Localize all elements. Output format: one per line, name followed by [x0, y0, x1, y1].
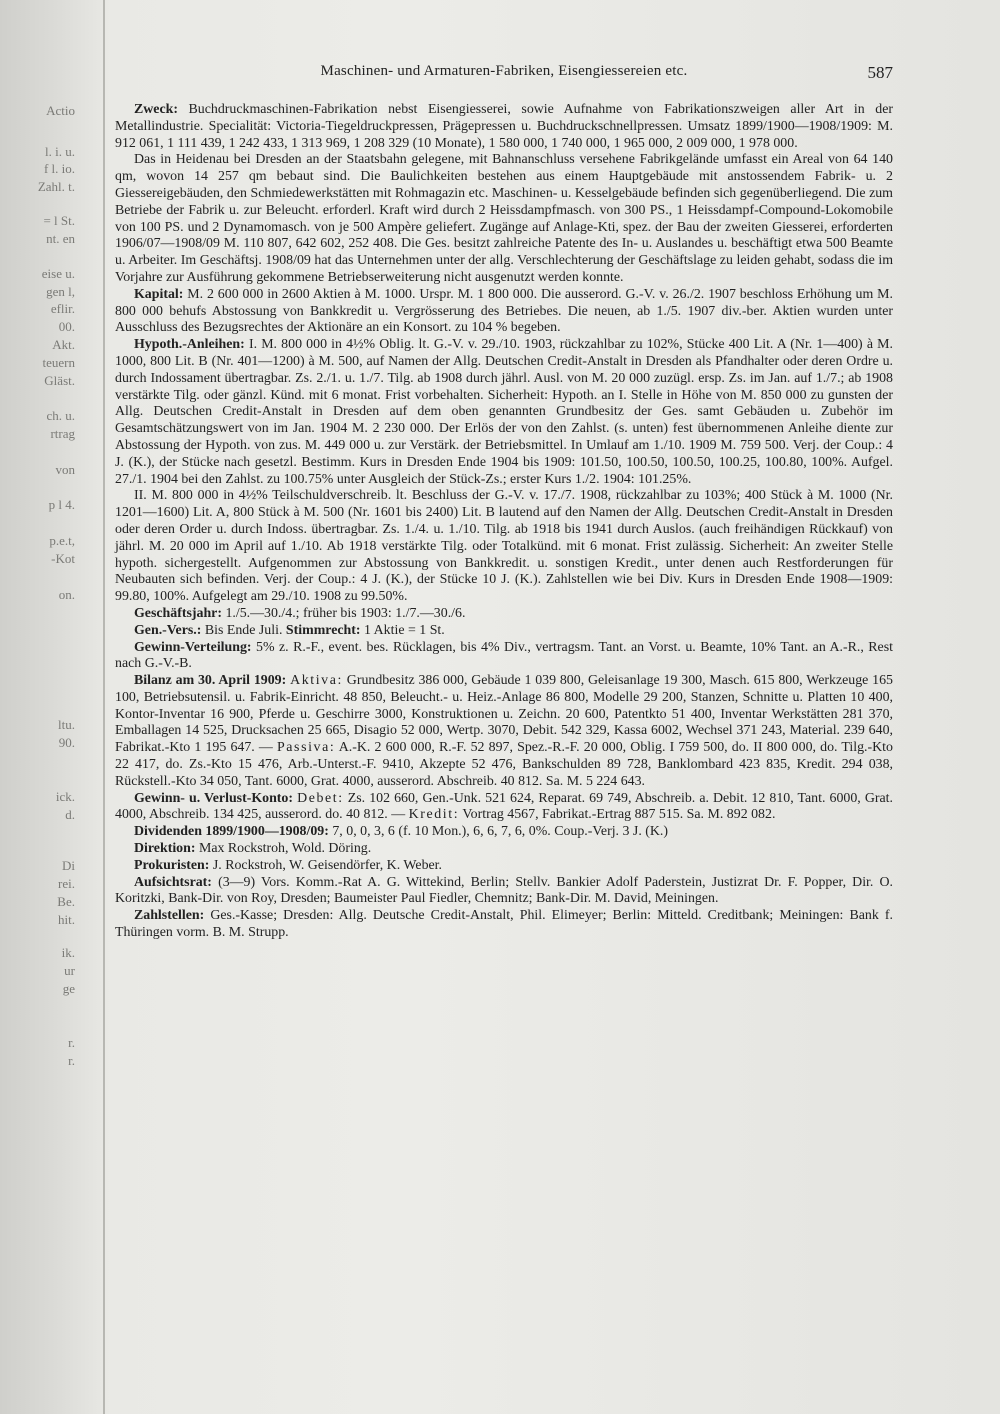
label-passiva: Passiva: — [276, 740, 336, 756]
margin-fragment: r. — [68, 1035, 75, 1050]
margin-fragment: ik. — [61, 945, 75, 960]
page-header — [115, 63, 893, 85]
margin-fragment: von — [55, 462, 75, 477]
text-passiva: A.-K. 2 600 000, R.-F. 52 897, Spez.-R.-F. 20 000, Oblig. I 759 500, do. II 800 000, do. Tilg.-Kto 22 417, do. Zs.-Kto 15 476, Arb.-Unterst.-F. 9410, Akzepte 52 476, Bankschulden 89 728, Banklombard 423 835, Kredit. 294 038, Rückstell.-Kto 34 050, Tant. 6000, Grat. 4000, ausserord. Abschreib. 40 812. Sa. M. 5 224 643. — [115, 740, 893, 789]
paragraph-hypoth — [115, 337, 893, 488]
text-zahlstellen: Ges.-Kasse; Dresden: Allg. Deutsche Credit-Anstalt, Phil. Elimeyer; Berlin: Mitteld. Creditbank; Meiningen: Bank f. Thüringen vorm. B. M. Strupp. — [115, 908, 893, 941]
text-dividenden: 7, 0, 0, 3, 6 (f. 10 Mon.), 6, 6, 7, 6, 0%. Coup.-Verj. 3 J. (K.) — [332, 824, 669, 840]
label-debet: Debet: — [297, 790, 344, 806]
margin-fragment: 90. — [58, 735, 75, 750]
margin-fragment: Be. — [57, 894, 75, 909]
text-gewinn-verteilung: 5% z. R.-F., event. bes. Rücklagen, bis 4% Div., vertragsm. Tant. an Vorst. u. Beamte, 10% Tant. an A.-R., Rest nach G.-V.-B. — [115, 639, 893, 672]
margin-fragment: Zahl. t. — [37, 179, 75, 194]
text-kapital: M. 2 600 000 in 2600 Aktien à M. 1000. Urspr. M. 1 800 000. Die ausserord. G.-V. v. 26./2. 1907 beschloss Erhöhung um M. 800 000 behufs Abstossung von Bankkredit u. Vergrösserung des Betriebes. Die neuen, ab 1./5. 1907 div.-ber. Aktien wurden unter Ausschluss des Bezugsrechtes der Aktionäre an ein Konsort. zu 104 % begeben. — [115, 286, 893, 336]
paragraph-prokuristen — [115, 858, 893, 875]
margin-fragment: nt. en — [46, 231, 75, 246]
page-number: 587 — [867, 63, 893, 82]
paragraph-zweck — [115, 102, 893, 152]
running-title: Maschinen- und Armaturen-Fabriken, Eisengiessereien etc. — [320, 63, 688, 79]
paragraph-direktion — [115, 841, 893, 858]
margin-fragment: r. — [68, 1053, 75, 1068]
text-geschaeftsjahr: 1./5.—30./4.; früher bis 1903: 1./7.—30./6. — [225, 605, 466, 621]
margin-fragment: eflir. — [50, 301, 75, 316]
margin-fragment: f l. io. — [43, 161, 75, 176]
label-aktiva: Aktiva: — [290, 673, 343, 689]
binding-gutter — [103, 0, 105, 1414]
text-hypoth: I. M. 800 000 in 4½% Oblig. lt. G.-V. v. 29./10. 1903, rückzahlbar zu 102%, Stücke 400 Lit. A (Nr. 1—400) à M. 1000, 800 Lit. B (Nr. 401—1200) à M. 500, auf Namen der Allg. Deutschen Credit-Anstalt in Dresden als Pfandhalter oder deren Ordre u. durch Indossament übertragbar. Zs. 2./1. u. 1./7. Tilg. ab 1908 durch jährl. Ausl. von M. 20 000 zuzügl. ersp. Zs. im Jan. auf 1./7.; ab 1908 verstärkte Tilg. oder gänzl. Künd. mit 6 monat. Frist vorbehalten. Sicherheit: Hypoth. an I. Stelle in Höhe von M. 850 000 zu gunsten der Allg. Deutschen Credit-Anstalt in Dresden auf dem oben genannten Grundbesitz der Ges. samt Gebäuden u. Zubehör im Gesamtschätzungswert von im Jan. 1904 M. 2 230 000. Der Erlös der von den Zahlst. (s. unten) fest übernommenen Anleihe diente zur Abstossung der Hypoth. von zus. M. 449 000 u. zur Verstärk. der Betriebsmittel. In Umlauf am 1./10. 1909 M. 759 500. Verj. der Coup.: 4 J. (K.), der Stücke nach gesetzl. Bestimm. Kurs in Dresden Ende 1904 bis 1909: 101.50, 100.50, 100.50, 100.25, 100.80, 100%. Aufgel. 27./1. 1904 bei den Zahlst. zu 100.75% unter Ausgleich der Stück-Zs.; erster Kurs 1./2. 1904: 101.25%. — [115, 337, 893, 487]
label-kapital: Kapital: — [134, 286, 184, 302]
paragraph-kapital — [115, 287, 893, 337]
text-prokuristen: J. Rockstroh, W. Geisendörfer, K. Weber. — [212, 857, 443, 873]
text-areal: Das in Heidenau bei Dresden an der Staatsbahn gelegene, mit Bahnanschluss versehene Fabrikgelände umfasst ein Areal von 64 140 qm, wovon 14 257 qm bebaut sind. Die Baulichkeiten bestehen aus einem Hauptgebäude mit anstossendem Fabrik- u. 2 Giessereigebäuden, den Schmiedewerkstätten mit Rohmagazin etc. Maschinen- u. Kesselgebäude befinden sich gegenüberliegend. Die zum Betriebe der Fabrik u. zur Beleucht. erforderl. Kraft wird durch 2 Heissdampfmasch. von 300 PS., 1 Heissdampf-Compound-Lokomobile von 100 PS. und 2 Dynamomasch. von je 500 Ampère geliefert. Zugänge auf Anlage-Kti, spez. der Bau der zweiten Giesserei, erforderten 1906/07—1908/09 M. 110 807, 642 602, 252 408. Die Ges. besitzt zahlreiche Patente des In- u. Auslandes u. beschäftigt etwa 500 Beamte u. Arbeiter. Im Geschäftsj. 1908/09 hat das Unternehmen unter der allg. Verschlechterung der Geschäftslage zu leiden gehabt, sodass die im Vorjahre zur Ausführung gekommene Betriebserweiterung nicht ausgenutzt werden konnte. — [115, 152, 893, 285]
text-zweck: Buchdruckmaschinen-Fabrikation nebst Eisengiesserei, sowie Aufnahme von Fabrikationszweigen aller Art in der Metallindustrie. Specialität: Victoria-Tiegeldruckpressen, Prägepressen u. Buchdruckschnellpressen. Umsatz 1899/1900—1908/1909: M. 912 061, 1 111 439, 1 242 433, 1 313 969, 1 208 329 (10 Monate), 1 580 000, 1 740 000, 1 965 000, 2 009 000, 1 978 000. — [115, 102, 893, 151]
text-stimmrecht: 1 Aktie = 1 St. — [363, 622, 445, 638]
margin-fragment: rei. — [58, 876, 75, 891]
text-debet: Zs. 102 660, Gen.-Unk. 521 624, Reparat. 69 749, Abschreib. a. Debit. 12 810, Tant. 6000, Grat. 4000, Abschreib. 134 425, ausserord. do. 40 812. — — [115, 790, 893, 823]
text-aktiva: Grundbesitz 386 000, Gebäude 1 039 800, Geleisanlage 19 300, Masch. 615 800, Werkzeuge 165 100, Betriebsutensil. u. Fabrik-Einricht. 48 850, Beleucht.- u. Heiz.-Anlage 86 800, Modelle 29 200, Stanzen, Schnitte u. Platten 10 400, Kontor-Inventar 16 900, Pferde u. Geschirre 3000, Konstruktionen u. Zeichn. 20 600, Patentkto 51 400, Inventar Werkstätten 281 370, Emballagen 14 525, Drucksachen 25 665, Disagio 52 000, Wertp. 3070, Debit. 542 329, Kassa 6002, Wechsel 371 243, Material. 239 640, Fabrikat.-Kto 1 195 647. — — [115, 673, 893, 756]
margin-fragment: p.e.t, — [49, 533, 75, 548]
label-stimmrecht: Stimmrecht: — [285, 622, 361, 638]
page-body — [115, 102, 893, 942]
label-gen-vers: Gen.-Vers.: — [134, 622, 202, 638]
text-direktion: Max Rockstroh, Wold. Döring. — [198, 841, 372, 857]
margin-fragment: ick. — [55, 789, 75, 804]
paragraph-gewinn-verteilung — [115, 640, 893, 674]
margin-fragment: l. i. u. — [45, 144, 75, 159]
margin-fragment: eise u. — [41, 266, 75, 281]
margin-fragment: gen l, — [46, 284, 75, 299]
label-zahlstellen: Zahlstellen: — [134, 908, 205, 924]
margin-fragment: Actio — [46, 103, 75, 118]
paragraph-bilanz — [115, 673, 893, 791]
margin-fragment: ch. u. — [46, 408, 75, 423]
margin-fragment: 00. — [58, 319, 75, 334]
margin-fragment: ge — [62, 981, 75, 996]
paragraph-zahlstellen — [115, 908, 893, 942]
label-zweck: Zweck: — [134, 102, 178, 117]
margin-fragment: ur — [64, 963, 75, 978]
text-kredit: Vortrag 4567, Fabrikat.-Ertrag 887 515. Sa. M. 892 082. — [462, 807, 776, 823]
text-aufsichtsrat: (3—9) Vors. Komm.-Rat A. G. Wittekind, Berlin; Stellv. Bankier Adolf Paderstein, Justizrat Dr. F. Popper, Dir. O. Koritzki, Bank-Dir. von Roy, Dresden; Baumeister Paul Fiedler, Chemnitz; Bank-Dir. M. David, Meiningen. — [115, 874, 894, 907]
margin-fragment: Gläst. — [44, 373, 75, 388]
label-aufsichtsrat: Aufsichtsrat: — [134, 874, 212, 890]
label-hypoth: Hypoth.-Anleihen: — [134, 337, 245, 353]
label-prokuristen: Prokuristen: — [134, 857, 210, 873]
margin-fragment: p l 4. — [48, 497, 75, 512]
label-geschaeftsjahr: Geschäftsjahr: — [134, 605, 222, 621]
paragraph-gewinn-verlust — [115, 791, 893, 825]
margin-fragment: d. — [65, 807, 75, 822]
paragraph-areal — [115, 152, 893, 286]
paragraph-dividenden — [115, 824, 893, 841]
paragraph-aufsichtsrat — [115, 875, 893, 909]
label-gewinn-verlust: Gewinn- u. Verlust-Konto: — [134, 790, 294, 806]
margin-fragment: Di — [62, 858, 75, 873]
text-hypoth-2: II. M. 800 000 in 4½% Teilschuldverschreib. lt. Beschluss der G.-V. v. 17./7. 1908, rückzahlbar zu 103%; 400 Stück à M. 1000 (Nr. 1201—1600) Lit. A, 800 Stück à M. 500 (Nr. 1601 bis 2400) Lit. B lautend auf den Namen der Allg. Deutschen Credit-Anstalt in Dresden oder deren Order u. durch Indoss. übertragbar. Zs. 1./4. u. 1./10. Tilg. ab 1918 bis 1941 durch Auslos. (auch freihändigen Rückkauf) von jährl. M. 20 000 im April auf 1./10. Ab 1918 verstärkte Tilg. oder Totalkünd. mit 6 monat. Frist zulässig. Sicherheit: An zweiter Stelle hypoth. sichergestellt. Aufgenommen zur Abstossung von Bankkredit. u. sonstigen Kredit., unter denen auch Restforderungen für Neubauten sich befinden. Verj. der Coup.: 4 J. (K.), der Stücke 10 J. (K.). Zahlstellen wie bei Div. Kurs in Dresden Ende 1908—1909: 99.80, 100%. Aufgelegt am 29./10. 1908 zu 99.50%. — [115, 488, 893, 605]
paragraph-geschaeftsjahr — [115, 606, 893, 623]
margin-fragment: = l St. — [43, 213, 75, 228]
label-kredit: Kredit: — [408, 807, 460, 823]
paragraph-hypoth-2 — [115, 488, 893, 606]
label-bilanz: Bilanz am 30. April 1909: — [134, 673, 287, 689]
text-gen-vers: Bis Ende Juli. — [204, 622, 283, 638]
margin-fragment: -Kot — [51, 551, 75, 566]
margin-fragment: Akt. — [52, 337, 75, 352]
label-dividenden: Dividenden 1899/1900—1908/09: — [134, 824, 329, 840]
margin-fragment: teuern — [42, 355, 75, 370]
paragraph-gen-vers — [115, 623, 893, 640]
margin-fragment: ltu. — [58, 717, 75, 732]
margin-fragment: rtrag — [50, 426, 75, 441]
label-direktion: Direktion: — [134, 841, 196, 857]
label-gewinn-verteilung: Gewinn-Verteilung: — [134, 639, 252, 655]
margin-fragment: on. — [58, 587, 75, 602]
margin-fragment: hit. — [58, 912, 75, 927]
